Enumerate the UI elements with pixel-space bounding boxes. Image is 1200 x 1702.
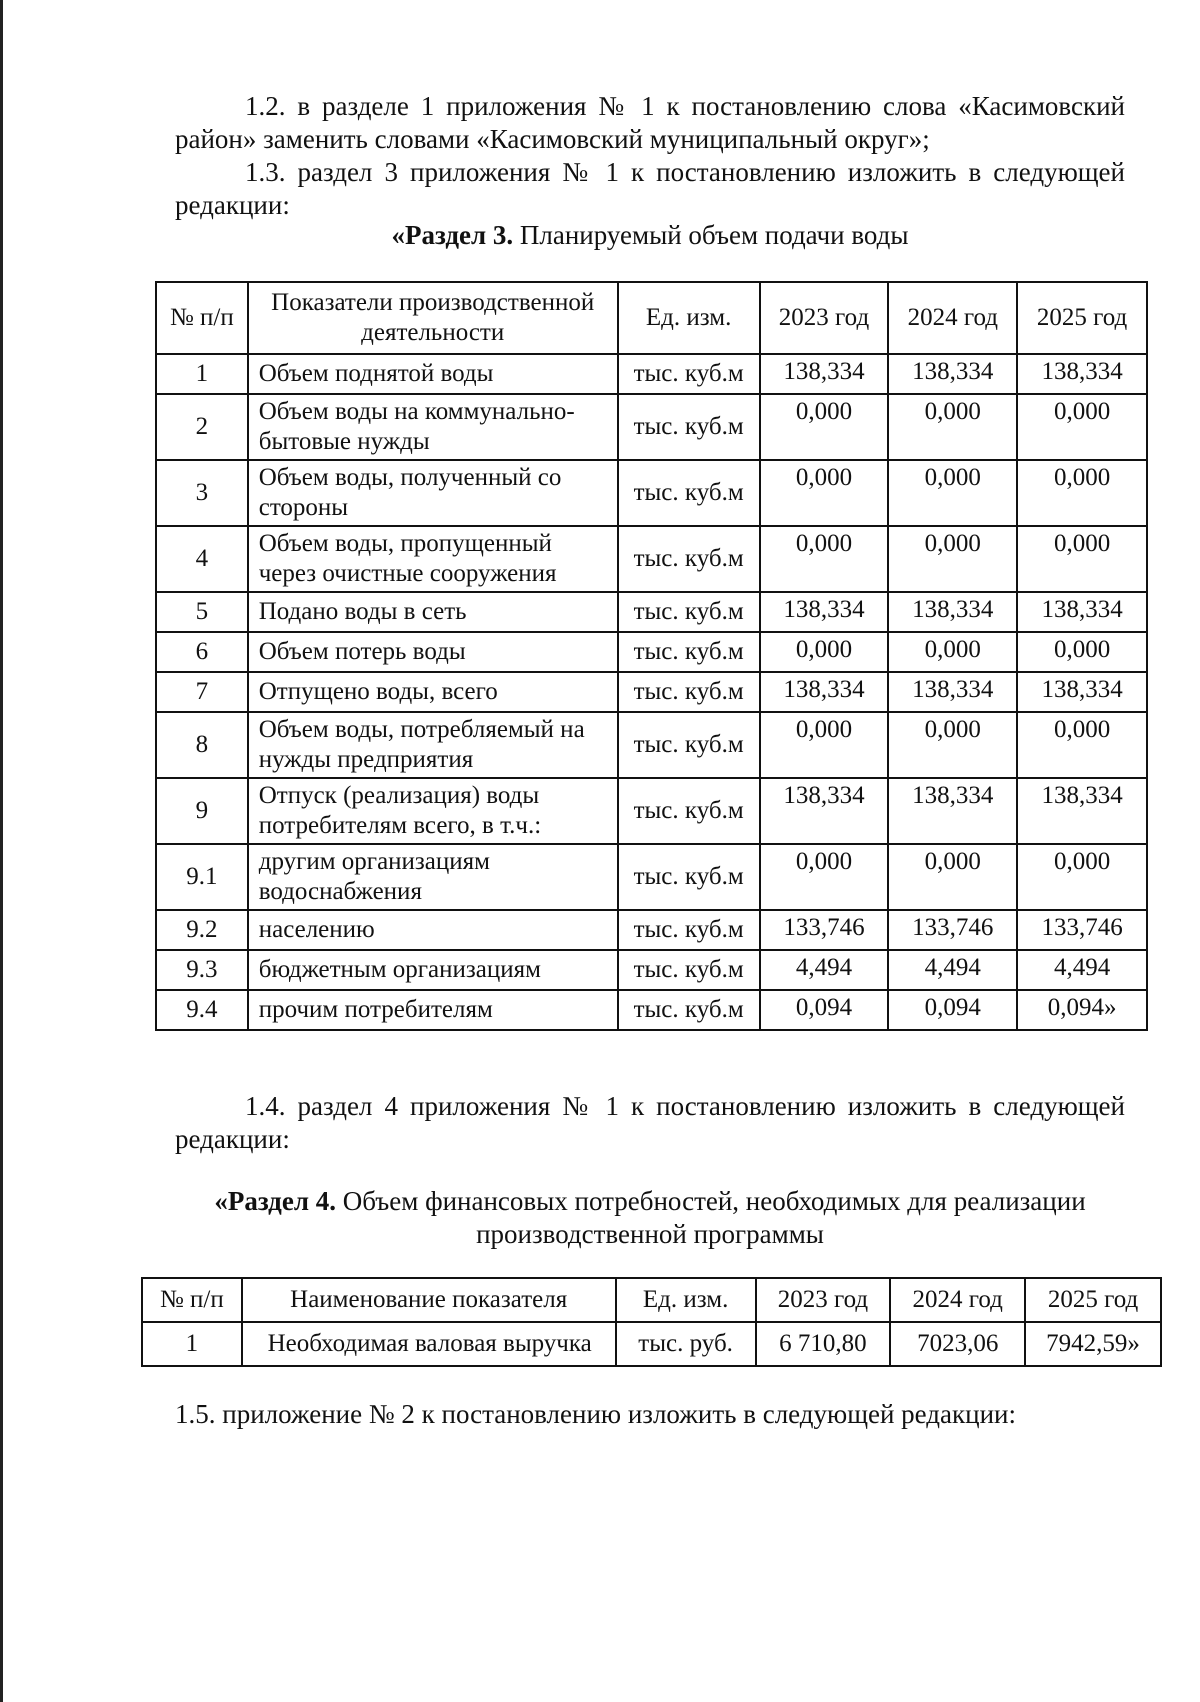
row-value-2024: 0,000 (888, 632, 1017, 672)
row-number: 1 (142, 1322, 242, 1366)
row-value-2025: 138,334 (1017, 354, 1147, 394)
paragraph-1-3: 1.3. раздел 3 приложения № 1 к постановлению изложить в следующей редакции: (175, 157, 1125, 220)
row-value-2025: 0,000 (1017, 844, 1147, 910)
table-header-row (156, 282, 1147, 354)
row-value-2024: 138,334 (888, 592, 1017, 632)
row-indicator: Объем воды, потребляемый на нужды предприятия (248, 712, 618, 778)
row-number: 3 (156, 460, 248, 526)
row-value-2023: 0,000 (760, 712, 889, 778)
section-3-title-rest: Планируемый объем подачи воды (513, 220, 909, 250)
row-value-2025: 138,334 (1017, 672, 1147, 712)
row-value-2025: 0,094» (1017, 990, 1147, 1030)
section-4-title (175, 1185, 1125, 1251)
row-value-2025: 138,334 (1017, 778, 1147, 844)
table-row (156, 672, 1147, 712)
row-value-2025: 4,494 (1017, 950, 1147, 990)
row-unit: тыс. куб.м (618, 672, 760, 712)
row-unit: тыс. куб.м (618, 950, 760, 990)
row-number: 7 (156, 672, 248, 712)
row-number: 9.1 (156, 844, 248, 910)
row-value-2024: 138,334 (888, 354, 1017, 394)
table-row (156, 712, 1147, 778)
paragraph-1-2: 1.2. в разделе 1 приложения № 1 к постановлению слова «Касимовский район» заменить словами «Касимовский муниципальный округ»; (175, 91, 1125, 154)
row-value-2025: 0,000 (1017, 460, 1147, 526)
row-number: 9 (156, 778, 248, 844)
row-value-2025: 138,334 (1017, 592, 1147, 632)
header-unit: Ед. изм. (616, 1278, 756, 1322)
row-value-2023: 138,334 (760, 672, 889, 712)
row-unit: тыс. руб. (616, 1322, 756, 1366)
row-value-2023: 0,000 (760, 394, 889, 460)
table-row (156, 526, 1147, 592)
header-2024: 2024 год (888, 282, 1017, 354)
section-3-title-bold: «Раздел 3. (391, 220, 514, 250)
row-value-2023: 138,334 (760, 778, 889, 844)
table-header-row (142, 1278, 1161, 1322)
row-value-2025: 133,746 (1017, 910, 1147, 950)
row-unit: тыс. куб.м (618, 990, 760, 1030)
row-value-2023: 4,494 (760, 950, 889, 990)
row-value-2024: 0,000 (888, 712, 1017, 778)
row-indicator: Необходимая валовая выручка (242, 1322, 616, 1366)
table-row (156, 990, 1147, 1030)
row-number: 2 (156, 394, 248, 460)
row-unit: тыс. куб.м (618, 354, 760, 394)
header-indicator-name: Наименование показателя (242, 1278, 616, 1322)
row-indicator: другим организациям водоснабжения (248, 844, 618, 910)
table-row (156, 844, 1147, 910)
row-unit: тыс. куб.м (618, 394, 760, 460)
row-value-2025: 0,000 (1017, 526, 1147, 592)
row-value-2023: 0,000 (760, 526, 889, 592)
row-value-2025: 0,000 (1017, 394, 1147, 460)
row-value-2023: 0,000 (760, 460, 889, 526)
row-value-2025: 0,000 (1017, 712, 1147, 778)
row-value-2023: 0,094 (760, 990, 889, 1030)
row-unit: тыс. куб.м (618, 844, 760, 910)
header-num: № п/п (156, 282, 248, 354)
table-row (156, 354, 1147, 394)
row-indicator: населению (248, 910, 618, 950)
section-4-table (141, 1277, 1162, 1367)
header-2024: 2024 год (890, 1278, 1025, 1322)
row-indicator: Объем поднятой воды (248, 354, 618, 394)
row-number: 9.4 (156, 990, 248, 1030)
header-indicator: Показатели производственной деятельности (248, 282, 618, 354)
row-unit: тыс. куб.м (618, 778, 760, 844)
section-4-title-bold: «Раздел 4. (214, 1186, 336, 1216)
header-num: № п/п (142, 1278, 242, 1322)
header-2023: 2023 год (756, 1278, 891, 1322)
row-value-2023: 6 710,80 (756, 1322, 891, 1366)
row-indicator: прочим потребителям (248, 990, 618, 1030)
row-indicator: Отпуск (реализация) воды потребителям всего, в т.ч.: (248, 778, 618, 844)
table-row (156, 632, 1147, 672)
row-value-2023: 0,000 (760, 632, 889, 672)
row-unit: тыс. куб.м (618, 526, 760, 592)
table-row (156, 592, 1147, 632)
row-indicator: Объем воды, пропущенный через очистные сооружения (248, 526, 618, 592)
table-row (156, 394, 1147, 460)
table-row (156, 910, 1147, 950)
row-unit: тыс. куб.м (618, 592, 760, 632)
row-value-2023: 0,000 (760, 844, 889, 910)
row-unit: тыс. куб.м (618, 460, 760, 526)
section-3-title (175, 219, 1125, 252)
row-value-2024: 0,000 (888, 460, 1017, 526)
table-row (156, 778, 1147, 844)
row-number: 4 (156, 526, 248, 592)
row-value-2024: 138,334 (888, 672, 1017, 712)
row-value-2023: 138,334 (760, 354, 889, 394)
row-number: 6 (156, 632, 248, 672)
row-value-2024: 0,000 (888, 394, 1017, 460)
section-4-title-rest: Объем финансовых потребностей, необходимых для реализации производственной программы (335, 1186, 1086, 1249)
table-row (142, 1322, 1161, 1366)
row-unit: тыс. куб.м (618, 910, 760, 950)
row-indicator: Объем воды, полученный со стороны (248, 460, 618, 526)
row-value-2024: 7023,06 (890, 1322, 1025, 1366)
section-3-table (155, 281, 1148, 1031)
row-unit: тыс. куб.м (618, 632, 760, 672)
row-indicator: Объем воды на коммунально-бытовые нужды (248, 394, 618, 460)
table-row (156, 950, 1147, 990)
header-2025: 2025 год (1025, 1278, 1161, 1322)
row-number: 9.2 (156, 910, 248, 950)
row-value-2025: 0,000 (1017, 632, 1147, 672)
row-indicator: Объем потерь воды (248, 632, 618, 672)
row-value-2024: 0,000 (888, 526, 1017, 592)
row-value-2023: 138,334 (760, 592, 889, 632)
row-value-2025: 7942,59» (1025, 1322, 1161, 1366)
table-row (156, 460, 1147, 526)
header-unit: Ед. изм. (618, 282, 760, 354)
row-indicator: бюджетным организациям (248, 950, 618, 990)
row-value-2024: 0,000 (888, 844, 1017, 910)
paragraph-1-5: 1.5. приложение № 2 к постановлению изложить в следующей редакции: (175, 1399, 1016, 1429)
row-number: 9.3 (156, 950, 248, 990)
row-value-2023: 133,746 (760, 910, 889, 950)
row-number: 1 (156, 354, 248, 394)
row-number: 5 (156, 592, 248, 632)
row-value-2024: 4,494 (888, 950, 1017, 990)
header-2023: 2023 год (760, 282, 889, 354)
row-number: 8 (156, 712, 248, 778)
row-unit: тыс. куб.м (618, 712, 760, 778)
row-indicator: Подано воды в сеть (248, 592, 618, 632)
row-indicator: Отпущено воды, всего (248, 672, 618, 712)
row-value-2024: 133,746 (888, 910, 1017, 950)
paragraph-1-4: 1.4. раздел 4 приложения № 1 к постановлению изложить в следующей редакции: (175, 1091, 1125, 1154)
row-value-2024: 138,334 (888, 778, 1017, 844)
header-2025: 2025 год (1017, 282, 1147, 354)
row-value-2024: 0,094 (888, 990, 1017, 1030)
page-edge (0, 0, 3, 1702)
